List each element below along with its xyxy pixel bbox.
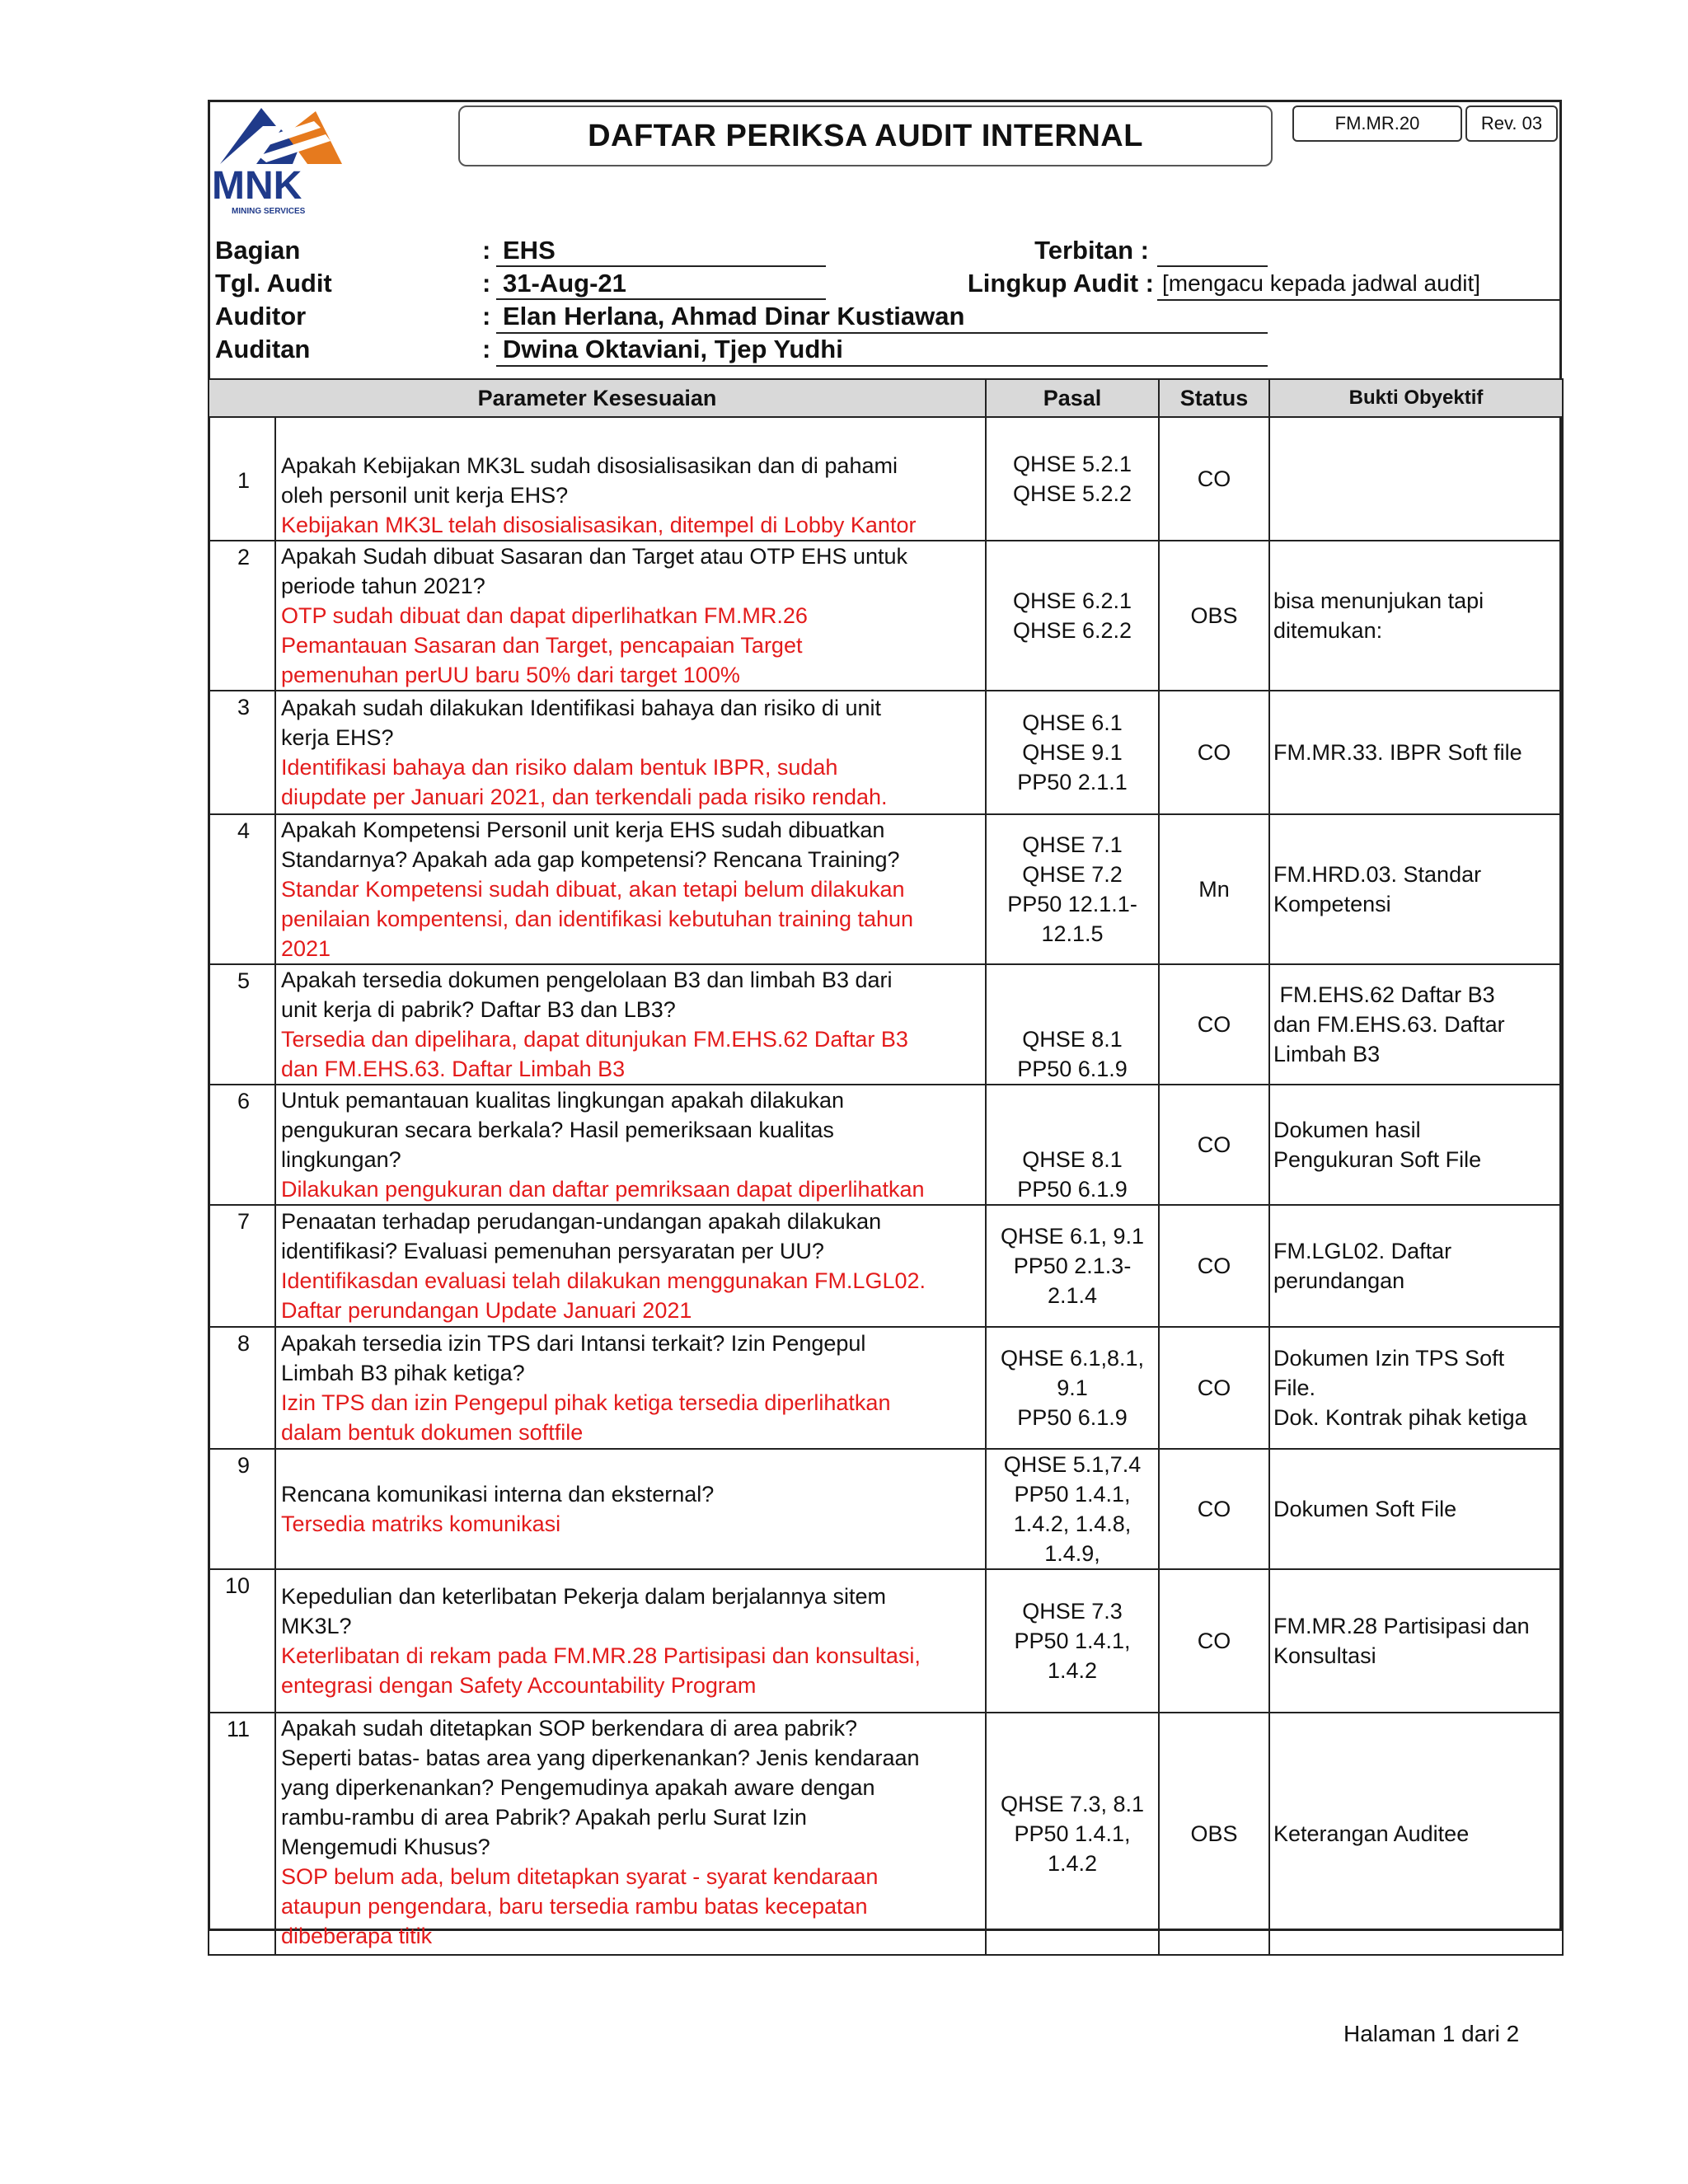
pasal-cell (986, 1327, 1159, 1449)
bukti-line: FM.MR.33. IBPR Soft file (1273, 740, 1522, 765)
question-line: Penaatan terhadap perudangan-undangan apakah dilakukan (281, 1209, 882, 1234)
question-line: Apakah tersedia izin TPS dari Intansi terkait? Izin Pengepul (281, 1331, 866, 1356)
bukti-cell (1269, 541, 1563, 691)
pasal-cell (986, 1205, 1159, 1327)
finding-line: Identifikasi bahaya dan risiko dalam bentuk IBPR, sudah (281, 755, 838, 780)
bukti-line: Kompetensi (1273, 892, 1391, 916)
bukti-line: Dok. Kontrak pihak ketiga (1273, 1405, 1527, 1430)
pasal-line: QHSE 6.2.1 (1012, 588, 1132, 613)
mnk-mountain-logo-icon (210, 105, 354, 216)
bukti-cell (1269, 691, 1563, 814)
bukti-cell (1269, 1085, 1563, 1205)
question-line: Untuk pemantauan kualitas lingkungan apakah dilakukan (281, 1088, 844, 1113)
question-line: Mengemudi Khusus? (281, 1835, 490, 1859)
row-number: 7 (209, 1205, 275, 1327)
table-row (209, 1449, 1563, 1569)
bukti-cell (1269, 964, 1563, 1085)
bukti-line: Limbah B3 (1273, 1042, 1381, 1066)
auditan-value: Dwina Oktaviani, Tjep Yudhi (503, 335, 843, 363)
pasal-cell (986, 417, 1159, 541)
table-header-row (209, 379, 1563, 417)
underline (496, 365, 1268, 367)
colon: : (482, 302, 491, 330)
finding-line: Standar Kompetensi sudah dibuat, akan tetapi belum dilakukan (281, 877, 905, 902)
row-number: 1 (209, 417, 275, 541)
pasal-cell (986, 814, 1159, 964)
question-line: pengukuran secara berkala? Hasil pemeriksaan kualitas (281, 1118, 834, 1142)
status-cell: CO (1159, 417, 1269, 541)
status-cell: CO (1159, 1205, 1269, 1327)
pasal-line: QHSE 8.1 (1022, 1147, 1123, 1172)
status-cell: CO (1159, 691, 1269, 814)
question-line: Kepedulian dan keterlibatan Pekerja dalam berjalannya sitem (281, 1584, 886, 1609)
status-cell: CO (1159, 1085, 1269, 1205)
pasal-cell (986, 964, 1159, 1085)
pasal-line: QHSE 8.1 (1022, 1027, 1123, 1052)
status-cell: CO (1159, 1569, 1269, 1713)
revision-code: Rev. 03 (1465, 105, 1558, 142)
bukti-line: ditemukan: (1273, 618, 1383, 643)
parameter-cell (275, 814, 986, 964)
pasal-line: QHSE 5.2.2 (1012, 481, 1132, 506)
bukti-line: FM.HRD.03. Standar (1273, 862, 1482, 887)
question-line: MK3L? (281, 1614, 352, 1638)
audit-checklist-table (208, 378, 1564, 1956)
finding-line: Tersedia matriks komunikasi (281, 1511, 561, 1536)
bukti-line: FM.LGL02. Daftar (1273, 1239, 1452, 1263)
colon: : (482, 236, 491, 265)
colon: : (482, 269, 491, 298)
bukti-cell (1269, 1205, 1563, 1327)
question-line: Apakah tersedia dokumen pengelolaan B3 dan limbah B3 dari (281, 968, 893, 992)
bukti-line: FM.MR.28 Partisipasi dan (1273, 1614, 1530, 1638)
terbitan-label: Terbitan : (1034, 236, 1149, 265)
document-title: DAFTAR PERIKSA AUDIT INTERNAL (458, 105, 1273, 166)
pasal-cell (986, 1569, 1159, 1713)
header-status: Status (1159, 379, 1269, 417)
parameter-cell (275, 1569, 986, 1713)
pasal-line: QHSE 9.1 (1022, 740, 1123, 765)
table-row (209, 1713, 1563, 1955)
pasal-line: PP50 6.1.9 (1017, 1057, 1128, 1081)
bukti-line: dan FM.EHS.63. Daftar (1273, 1012, 1505, 1037)
row-number: 3 (209, 691, 275, 814)
pasal-line: PP50 1.4.1, (1014, 1821, 1131, 1846)
pasal-line: PP50 1.4.1, (1014, 1482, 1131, 1507)
pasal-line (987, 1085, 1158, 1115)
company-logo (210, 105, 354, 216)
parameter-cell (275, 964, 986, 1085)
bukti-cell (1269, 417, 1563, 541)
finding-line: pemenuhan perUU baru 50% dari target 100% (281, 663, 740, 687)
finding-line: Pemantauan Sasaran dan Target, pencapaian Target (281, 633, 803, 658)
pasal-line: QHSE 7.3, 8.1 (1000, 1792, 1145, 1816)
pasal-cell (986, 1713, 1159, 1955)
question-line: Standarnya? Apakah ada gap kompetensi? Rencana Training? (281, 847, 900, 872)
underline (496, 298, 826, 300)
page-footer: Halaman 1 dari 2 (1343, 2021, 1520, 2046)
status-cell: Mn (1159, 814, 1269, 964)
parameter-cell (275, 1713, 986, 1955)
pasal-line: QHSE 6.1 (1022, 710, 1123, 735)
logo-subtitle: MINING SERVICES (232, 207, 306, 216)
pasal-line: 1.4.2, 1.4.8, (1013, 1511, 1132, 1536)
bukti-line: File. (1273, 1376, 1316, 1400)
question-line: Apakah sudah ditetapkan SOP berkendara di area pabrik? (281, 1716, 857, 1741)
table-row (209, 1327, 1563, 1449)
table-row (209, 1205, 1563, 1327)
row-number: 6 (209, 1085, 275, 1205)
parameter-cell (275, 1327, 986, 1449)
header-parameter: Parameter Kesesuaian (209, 379, 986, 417)
pasal-line: 9.1 (1057, 1376, 1088, 1400)
finding-line: dan FM.EHS.63. Daftar Limbah B3 (281, 1057, 626, 1081)
finding-line: ataupun pengendara, baru tersedia rambu batas kecepatan (281, 1894, 868, 1919)
tgl-audit-value: 31-Aug-21 (503, 269, 626, 298)
status-cell: OBS (1159, 1713, 1269, 1955)
finding-line: dalam bentuk dokumen softfile (281, 1420, 584, 1445)
finding-line: Tersedia dan dipelihara, dapat ditunjukan FM.EHS.62 Daftar B3 (281, 1027, 908, 1052)
finding-line: penilaian kompentensi, dan identifikasi kebutuhan training tahun (281, 907, 914, 931)
question-line: unit kerja di pabrik? Daftar B3 dan LB3? (281, 997, 676, 1022)
pasal-line: QHSE 6.1,8.1, (1000, 1346, 1145, 1371)
finding-line: OTP sudah dibuat dan dapat diperlihatkan FM.MR.26 (281, 603, 808, 628)
pasal-line: PP50 1.4.1, (1014, 1629, 1131, 1653)
auditan-label: Auditan (215, 335, 311, 363)
colon: : (482, 335, 491, 363)
pasal-line: 1.4.2 (1047, 1851, 1098, 1876)
parameter-cell (275, 417, 986, 541)
table-row (209, 541, 1563, 691)
bukti-line: bisa menunjukan tapi (1273, 588, 1484, 613)
finding-line: Kebijakan MK3L telah disosialisasikan, ditempel di Lobby Kantor (281, 513, 917, 537)
parameter-cell (275, 1449, 986, 1569)
bagian-label: Bagian (215, 236, 301, 265)
table-row (209, 1085, 1563, 1205)
bukti-line: Dokumen Soft File (1273, 1497, 1457, 1521)
question-line: Apakah Sudah dibuat Sasaran dan Target atau OTP EHS untuk (281, 544, 908, 569)
bukti-line: perundangan (1273, 1268, 1405, 1293)
header-pasal: Pasal (986, 379, 1159, 417)
lingkup-audit-label: Lingkup Audit : (967, 269, 1154, 298)
pasal-line (987, 965, 1158, 995)
bukti-cell (1269, 1327, 1563, 1449)
pasal-line: PP50 2.1.1 (1017, 770, 1128, 794)
table-row (209, 1569, 1563, 1713)
question-line: oleh personil unit kerja EHS? (281, 483, 569, 508)
pasal-line: 1.4.2 (1047, 1658, 1098, 1683)
finding-line: dibeberapa titik (281, 1924, 433, 1948)
lingkup-audit-value: [mengacu kepada jadwal audit] (1162, 270, 1481, 296)
row-number: 4 (209, 814, 275, 964)
underline (1157, 299, 1561, 301)
question-line: rambu-rambu di area Pabrik? Apakah perlu Surat Izin (281, 1805, 807, 1830)
pasal-line: QHSE 5.1,7.4 (1003, 1452, 1142, 1477)
pasal-line (987, 1115, 1158, 1145)
finding-line: entegrasi dengan Safety Accountability Program (281, 1673, 757, 1698)
parameter-cell (275, 541, 986, 691)
bukti-line: Keterangan Auditee (1273, 1821, 1470, 1846)
question-line: Apakah Kebijakan MK3L sudah disosialisasikan dan di pahami (281, 453, 898, 478)
pasal-cell (986, 691, 1159, 814)
question-line: periode tahun 2021? (281, 574, 485, 598)
finding-line: Dilakukan pengukuran dan daftar pemriksaan dapat diperlihatkan (281, 1177, 925, 1202)
pasal-line: QHSE 6.2.2 (1012, 618, 1132, 643)
bukti-line: Konsultasi (1273, 1643, 1376, 1668)
row-number: 10 (209, 1569, 275, 1713)
parameter-cell (275, 691, 986, 814)
pasal-line: QHSE 6.1, 9.1 (1000, 1224, 1145, 1249)
bukti-cell (1269, 1449, 1563, 1569)
finding-line: Keterlibatan di rekam pada FM.MR.28 Partisipasi dan konsultasi, (281, 1643, 921, 1668)
underline (1157, 265, 1268, 267)
status-cell: CO (1159, 1449, 1269, 1569)
table-row (209, 691, 1563, 814)
pasal-cell (986, 541, 1159, 691)
parameter-cell (275, 1205, 986, 1327)
bukti-cell (1269, 814, 1563, 964)
bukti-cell (1269, 1569, 1563, 1713)
auditor-label: Auditor (215, 302, 307, 330)
row-number: 2 (209, 541, 275, 691)
bukti-line: Pengukuran Soft File (1273, 1147, 1482, 1172)
finding-line: 2021 (281, 936, 331, 961)
pasal-line: QHSE 7.3 (1022, 1599, 1123, 1624)
pasal-line: PP50 6.1.9 (1017, 1405, 1128, 1430)
header-bukti: Bukti Obyektif (1269, 379, 1563, 417)
pasal-line: PP50 12.1.1- (1007, 892, 1137, 916)
pasal-line (987, 995, 1158, 1024)
status-cell: CO (1159, 964, 1269, 1085)
question-line: lingkungan? (281, 1147, 401, 1172)
question-line: Rencana komunikasi interna dan eksternal? (281, 1482, 715, 1507)
finding-line: SOP belum ada, belum ditetapkan syarat - syarat kendaraan (281, 1864, 879, 1889)
auditor-value: Elan Herlana, Ahmad Dinar Kustiawan (503, 302, 965, 330)
finding-line: Identifikasdan evaluasi telah dilakukan menggunakan FM.LGL02. (281, 1268, 926, 1293)
row-number: 5 (209, 964, 275, 1085)
question-line: Limbah B3 pihak ketiga? (281, 1361, 525, 1385)
form-code: FM.MR.20 (1292, 105, 1462, 142)
bukti-line: Dokumen hasil (1273, 1118, 1421, 1142)
row-number: 8 (209, 1327, 275, 1449)
bukti-line: FM.EHS.62 Daftar B3 (1273, 982, 1495, 1007)
table-row (209, 814, 1563, 964)
table-row (209, 417, 1563, 541)
logo-letters: MNK (212, 164, 302, 208)
pasal-line: PP50 2.1.3- (1013, 1254, 1132, 1278)
pasal-line: 12.1.5 (1041, 921, 1104, 946)
row-number: 9 (209, 1449, 275, 1569)
status-cell: OBS (1159, 541, 1269, 691)
question-line: identifikasi? Evaluasi pemenuhan persyaratan per UU? (281, 1239, 824, 1263)
bukti-line: Dokumen Izin TPS Soft (1273, 1346, 1505, 1371)
pasal-line: 1.4.9, (1044, 1541, 1100, 1566)
underline (496, 265, 826, 267)
parameter-cell (275, 1085, 986, 1205)
underline (496, 332, 1268, 334)
pasal-cell (986, 1085, 1159, 1205)
pasal-line: QHSE 5.2.1 (1012, 452, 1132, 476)
question-line: kerja EHS? (281, 725, 394, 750)
finding-line: Daftar perundangan Update Januari 2021 (281, 1298, 692, 1323)
pasal-cell (986, 1449, 1159, 1569)
question-line: Apakah sudah dilakukan Identifikasi bahaya dan risiko di unit (281, 696, 881, 720)
tgl-audit-label: Tgl. Audit (215, 269, 332, 298)
pasal-line: QHSE 7.1 (1022, 832, 1123, 857)
status-cell: CO (1159, 1327, 1269, 1449)
bagian-value: EHS (503, 236, 556, 265)
pasal-line: QHSE 7.2 (1022, 862, 1123, 887)
finding-line: diupdate per Januari 2021, dan terkendali pada risiko rendah. (281, 785, 888, 809)
question-line: Seperti batas- batas area yang diperkenankan? Jenis kendaraan (281, 1746, 920, 1770)
question-line: yang diperkenankan? Pengemudinya apakah aware dengan (281, 1775, 875, 1800)
table-row (209, 964, 1563, 1085)
pasal-line: PP50 6.1.9 (1017, 1177, 1128, 1202)
pasal-line: 2.1.4 (1047, 1283, 1098, 1308)
row-number: 11 (209, 1713, 275, 1955)
bukti-cell (1269, 1713, 1563, 1955)
question-line: Apakah Kompetensi Personil unit kerja EHS sudah dibuatkan (281, 818, 885, 842)
finding-line: Izin TPS dan izin Pengepul pihak ketiga tersedia diperlihatkan (281, 1390, 891, 1415)
